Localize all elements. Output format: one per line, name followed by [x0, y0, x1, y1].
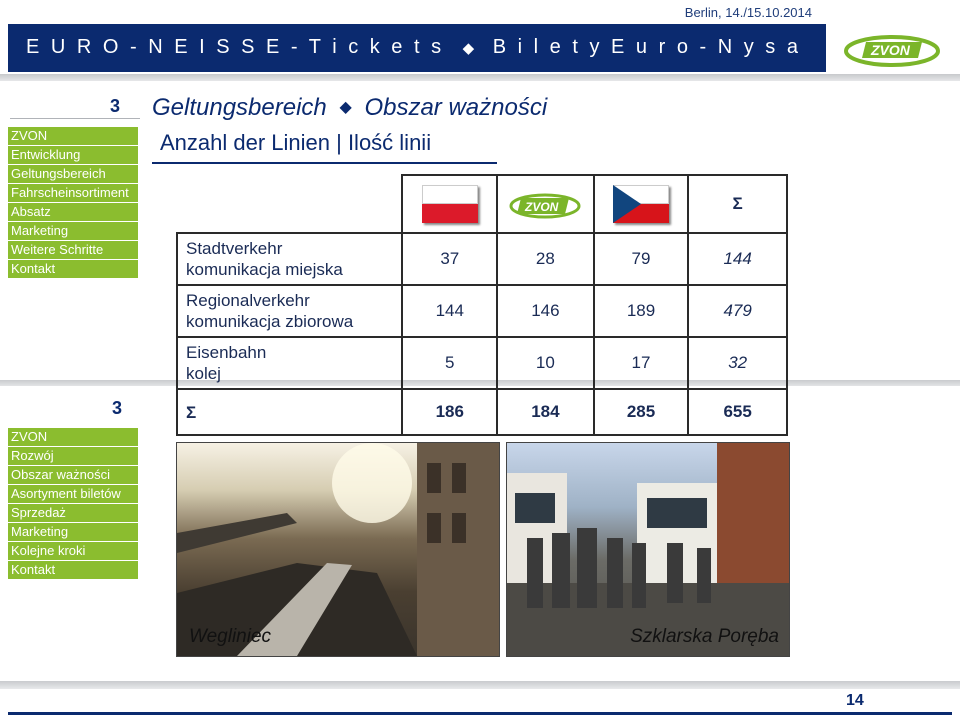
lines-table [176, 174, 788, 436]
footer-divider [0, 681, 960, 689]
row-label [177, 337, 402, 389]
title-separator: ◆ [462, 40, 475, 57]
table-corner [177, 175, 402, 233]
nav-item-weitere-schritte[interactable]: Weitere Schritte [8, 241, 138, 260]
row-label-pl: kolej [186, 364, 221, 383]
header-czech [594, 175, 689, 233]
cell-sum: 144 [688, 233, 787, 285]
cell-zvon: 10 [497, 337, 594, 389]
title-bar [8, 24, 826, 72]
row-label [177, 233, 402, 285]
photo-wegliniec [176, 442, 500, 657]
cell-zvon: 28 [497, 233, 594, 285]
nav-item-entwicklung[interactable]: Entwicklung [8, 146, 138, 165]
header-divider [0, 74, 960, 81]
cell-zvon: 146 [497, 285, 594, 337]
section-number-pl: 3 [112, 398, 123, 418]
zvon-logo-text: ZVON [871, 42, 910, 58]
top-bar [0, 0, 960, 24]
station-photo-illustration [177, 443, 499, 656]
table-row [177, 233, 787, 285]
cell-cz: 79 [594, 233, 689, 285]
page-title-de: Geltungsbereich [152, 94, 327, 121]
table-header-row [177, 175, 787, 233]
total-pl: 186 [402, 389, 497, 435]
total-label: Σ [177, 389, 402, 435]
page-title [152, 94, 547, 122]
page-subtitle: Anzahl der Linien | Ilość linii [160, 130, 432, 155]
poland-flag-icon [422, 185, 478, 223]
total-cz: 285 [594, 389, 689, 435]
nav-item-zvon-pl[interactable]: ZVON [8, 428, 138, 447]
total-zvon: 184 [497, 389, 594, 435]
nav-item-kontakt[interactable]: Kontakt [8, 260, 138, 279]
row-label-de: Regionalverkehr [186, 291, 310, 310]
row-label-de: Eisenbahn [186, 343, 267, 362]
nav-item-obszar-waznosci[interactable]: Obszar ważności [8, 466, 138, 485]
zvon-logo-icon [826, 24, 960, 72]
nav-item-fahrscheinsortiment[interactable]: Fahrscheinsortiment [8, 184, 138, 203]
table-row [177, 337, 787, 389]
photo-caption: Szklarska Poręba [630, 626, 779, 647]
cell-sum: 479 [688, 285, 787, 337]
section-number-de: 3 [110, 96, 121, 116]
nav-item-absatz[interactable]: Absatz [8, 203, 138, 222]
row-label-pl: komunikacja zbiorowa [186, 312, 354, 331]
czech-flag-icon [613, 185, 669, 223]
nav-item-marketing[interactable]: Marketing [8, 222, 138, 241]
table-row [177, 285, 787, 337]
zvon-small-logo-text: ZVON [525, 200, 559, 214]
sidebar-nav-de [8, 127, 138, 279]
photo-caption: Wegliniec [189, 626, 272, 647]
footer-line [8, 712, 952, 715]
nav-item-kolejne-kroki[interactable]: Kolejne kroki [8, 542, 138, 561]
platform-photo-illustration [507, 443, 789, 656]
cell-cz: 189 [594, 285, 689, 337]
table-total-row [177, 389, 787, 435]
cell-pl: 5 [402, 337, 497, 389]
cell-cz: 17 [594, 337, 689, 389]
header-poland [402, 175, 497, 233]
title-de: E U R O - N E I S S E - T i c k e t s [26, 36, 445, 58]
event-date: Berlin, 14./15.10.2014 [684, 5, 812, 20]
photo-szklarska-poreba [506, 442, 790, 657]
subtitle-underline [152, 162, 497, 164]
zvon-small-logo-icon [505, 184, 585, 224]
nav-item-geltungsbereich[interactable]: Geltungsbereich [8, 165, 138, 184]
nav-item-sprzedaz[interactable]: Sprzedaż [8, 504, 138, 523]
title-pl: B i l e t y E u r o - N y s a [492, 36, 801, 58]
zvon-logo [826, 24, 960, 72]
nav-item-marketing-pl[interactable]: Marketing [8, 523, 138, 542]
total-sum: 655 [688, 389, 787, 435]
title-text [26, 36, 801, 59]
nav-item-kontakt-pl[interactable]: Kontakt [8, 561, 138, 580]
page-number: 14 [846, 692, 864, 709]
row-label-pl: komunikacja miejska [186, 260, 343, 279]
nav-divider [10, 118, 140, 119]
row-label-de: Stadtverkehr [186, 239, 283, 258]
sidebar-nav-pl [8, 428, 138, 580]
nav-item-zvon[interactable]: ZVON [8, 127, 138, 146]
page-title-separator: ◆ [339, 99, 352, 116]
nav-item-rozwoj[interactable]: Rozwój [8, 447, 138, 466]
cell-sum: 32 [688, 337, 787, 389]
header-zvon [497, 175, 594, 233]
row-label [177, 285, 402, 337]
header-sum: Σ [688, 175, 787, 233]
cell-pl: 144 [402, 285, 497, 337]
nav-item-asortyment-biletow[interactable]: Asortyment biletów [8, 485, 138, 504]
cell-pl: 37 [402, 233, 497, 285]
page-title-pl: Obszar ważności [364, 94, 548, 121]
